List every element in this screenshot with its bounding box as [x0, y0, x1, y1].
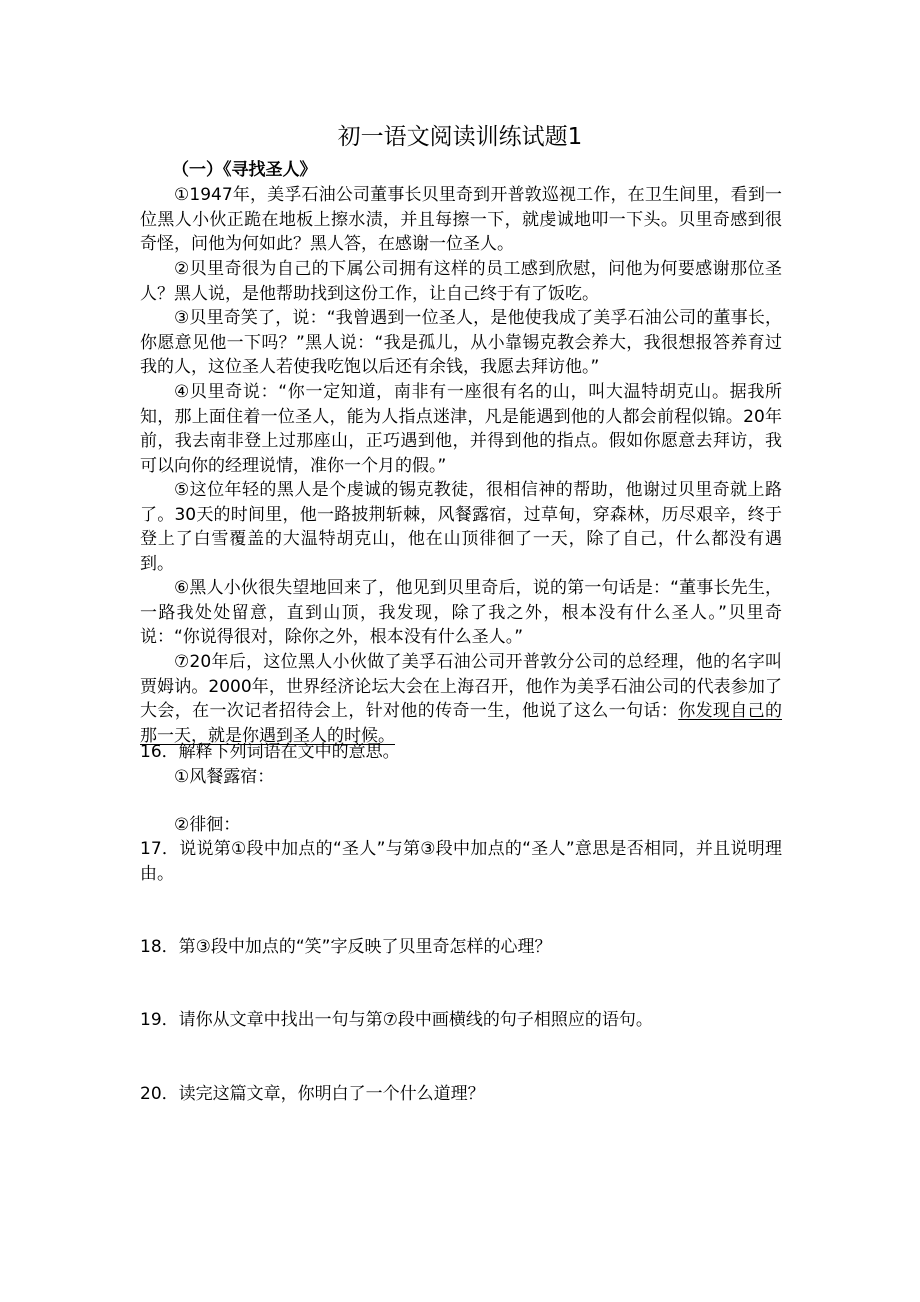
- section-title: （一）《寻找圣人》: [172, 160, 317, 180]
- underlined-sentence: 你发现自己的那一天，就是你遇到圣人的时候。: [140, 701, 783, 746]
- question-16-item-1: ①风餐露宿：: [174, 767, 275, 787]
- paragraph-6: ⑥黑人小伙很失望地回来了，他见到贝里奇后，说的第一句话是：“董事长先生，一路我处处留意，直到山顶，我发现，除了我之外，根本没有什么圣人。”贝里奇说：“你说得很对，除你之外，根本没有什么圣人。”: [140, 578, 782, 647]
- paragraph-7: [140, 650, 782, 748]
- paragraph-5: ⑤这位年轻的黑人是个虔诚的锡克教徒，很相信神的帮助，他谢过贝里奇就上路了。30天的时间里，他一路披荆斩棘，风餐露宿，过草甸，穿森林，历尽艰辛，终于登上了白雪覆盖的大温特胡克山，他在山顶徘徊了一天，除了自己，什么都没有遇到。: [140, 480, 782, 574]
- paragraph-4: ④贝里奇说：“你一定知道，南非有一座很有名的山，叫大温特胡克山。据我所知，那上面住着一位圣人，能为人指点迷津，凡是能遇到他的人都会前程似锦。20年前，我去南非登上过那座山，正巧遇到他，并得到他的指点。假如你愿意去拜访，我可以向你的经理说情，准你一个月的假。”: [140, 382, 782, 476]
- question-16: 16．解释下列词语在文中的意思。: [140, 742, 400, 762]
- question-16-item-2: ②徘徊：: [174, 815, 241, 835]
- paragraph-7-text: ⑦20年后，这位黑人小伙做了美孚石油公司开普敦分公司的总经理，他的名字叫贾姆讷。2000年，世界经济论坛大会在上海召开，他作为美孚石油公司的代表参加了大会，在一次记者招待会上，针对他的传奇一生，他说了这么一句话：: [140, 652, 782, 721]
- question-17: 17．说说第①段中加点的“圣人”与第③段中加点的“圣人”意思是否相同，并且说明理由。: [140, 839, 782, 884]
- question-18: 18．第③段中加点的“笑”字反映了贝里奇怎样的心理？: [140, 937, 552, 957]
- document-title: 初一语文阅读训练试题1: [337, 124, 583, 150]
- paragraph-1: ①1947年，美孚石油公司董事长贝里奇到开普敦巡视工作，在卫生间里，看到一位黑人小伙正跪在地板上擦水渍，并且每擦一下，就虔诚地叩一下头。贝里奇感到很奇怪，问他为何如此？黑人答，在感谢一位圣人。: [140, 185, 782, 254]
- question-20: 20．读完这篇文章，你明白了一个什么道理？: [140, 1084, 485, 1104]
- paragraph-2: ②贝里奇很为自己的下属公司拥有这样的员工感到欣慰，问他为何要感谢那位圣人？黑人说，是他帮助找到这份工作，让自己终于有了饭吃。: [140, 259, 782, 304]
- question-19: 19．请你从文章中找出一句与第⑦段中画横线的句子相照应的语句。: [140, 1010, 653, 1030]
- paragraph-3: ③贝里奇笑了，说：“我曾遇到一位圣人，是他使我成了美孚石油公司的董事长，你愿意见他一下吗？”黑人说：“我是孤儿，从小靠锡克教会养大，我很想报答养育过我的人，这位圣人若使我吃饱以后还有余钱，我愿去拜访他。”: [140, 308, 782, 377]
